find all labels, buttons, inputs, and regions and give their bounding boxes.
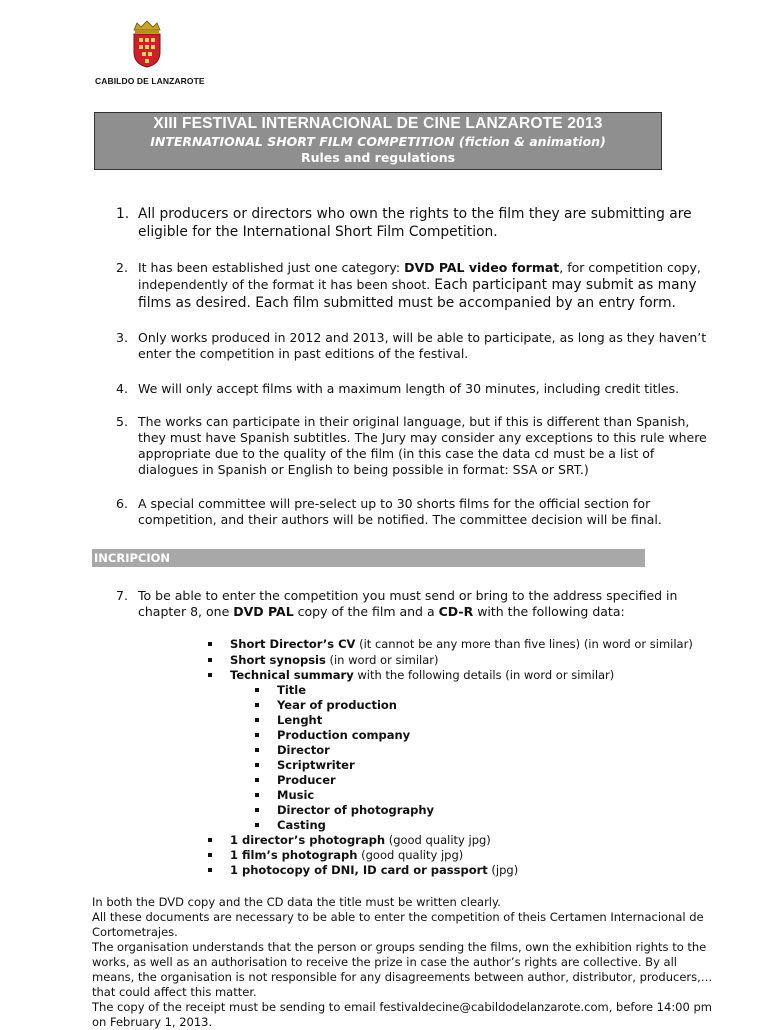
rule-3	[116, 330, 716, 362]
rule-number: 4.	[116, 381, 128, 396]
rule-6	[116, 496, 716, 528]
rule-text: Only works produced in 2012 and 2013, will be able to participate, as long as they haven’t enter the competition in past editions of the festival.	[138, 330, 707, 361]
cabildo-crest-logo	[130, 20, 164, 68]
footer-paragraph: All these documents are necessary to be able to enter the competition of theis Certamen Internacional de Cortometrajes.	[92, 910, 704, 939]
rule-text: To be able to enter the competition you must send or bring to the address specified in chapter 8, one DVD PAL copy of the film and a CD-R with the following data:	[138, 588, 678, 619]
festival-title: XIII FESTIVAL INTERNACIONAL DE CINE LANZAROTE 2013	[153, 115, 603, 132]
section-header-inscription: INCRIPCION	[92, 549, 645, 567]
bullet-square-icon	[255, 688, 259, 692]
bullet-square-icon	[255, 823, 259, 827]
rule-4	[116, 381, 716, 397]
rule-number: 6.	[116, 496, 128, 511]
bullet-square-icon	[208, 658, 212, 662]
rule-number: 5.	[116, 414, 128, 429]
bullet-square-icon	[255, 778, 259, 782]
rule-1	[116, 205, 716, 241]
rule-5	[116, 414, 716, 478]
footer-paragraph: In both the DVD copy and the CD data the title must be written clearly.	[92, 895, 501, 909]
title-box	[94, 112, 662, 170]
rule-number: 7.	[116, 588, 128, 603]
dvd-format-highlight: DVD PAL video format	[404, 260, 560, 275]
bullet-square-icon	[255, 718, 259, 722]
bullet-square-icon	[255, 793, 259, 797]
bullet-square-icon	[255, 733, 259, 737]
rule-2	[116, 260, 716, 312]
bullet-square-icon	[255, 703, 259, 707]
rule-number: 3.	[116, 330, 128, 345]
bullet-square-icon	[208, 642, 212, 646]
bullet-square-icon	[255, 763, 259, 767]
bullet-square-icon	[208, 853, 212, 857]
rule-text: All producers or directors who own the rights to the film they are submitting are eligible for the International Short Film Competition.	[138, 206, 692, 240]
bullet-square-icon	[255, 808, 259, 812]
rule-number: 1.	[116, 206, 130, 222]
bullet-square-icon	[208, 838, 212, 842]
bullet-square-icon	[208, 673, 212, 677]
rule-text: We will only accept films with a maximum length of 30 minutes, including credit titles.	[138, 381, 680, 396]
footer-paragraph: The organisation understands that the person or groups sending the films, own the exhibition rights to the works, as well as an authorisation to receive the prize in case the author’s rights are collective. By all means, the organisation is not responsible for any disagreements between author, distributor, producers,… that could affect this matter.	[92, 940, 713, 999]
rule-7	[116, 588, 716, 620]
rules-heading: Rules and regulations	[300, 150, 456, 165]
rule-text: A special committee will pre-select up to 30 shorts films for the official section for competition, and their authors will be notified. The committee decision will be final.	[138, 496, 662, 527]
footer-paragraph: The copy of the receipt must be sending to email festivaldecine@cabildodelanzarote.com, before 14:00 pm on February 1, 2013.	[92, 1000, 712, 1029]
rule-number: 2.	[116, 260, 128, 275]
competition-subtitle: INTERNATIONAL SHORT FILM COMPETITION (fiction & animation)	[150, 134, 606, 149]
organization-name: CABILDO DE LANZAROTE	[95, 76, 205, 86]
rule-text: It has been established just one category: DVD PAL video format, for competition copy, independently of the format it has been shoot. Each participant may submit as many films as desired. Each film submitted must be accompanied by an entry form.	[138, 260, 701, 311]
bullet-square-icon	[255, 748, 259, 752]
bullet-square-icon	[208, 868, 212, 872]
rule-text: The works can participate in their original language, but if this is different than Spanish, they must have Spanish subtitles. The Jury may consider any exceptions to this rule where appropriate due to the quality of the film (in this case the data cd must be a list of dialogues in Spanish or English to being possible in format: SSA or SRT.)	[138, 414, 707, 477]
